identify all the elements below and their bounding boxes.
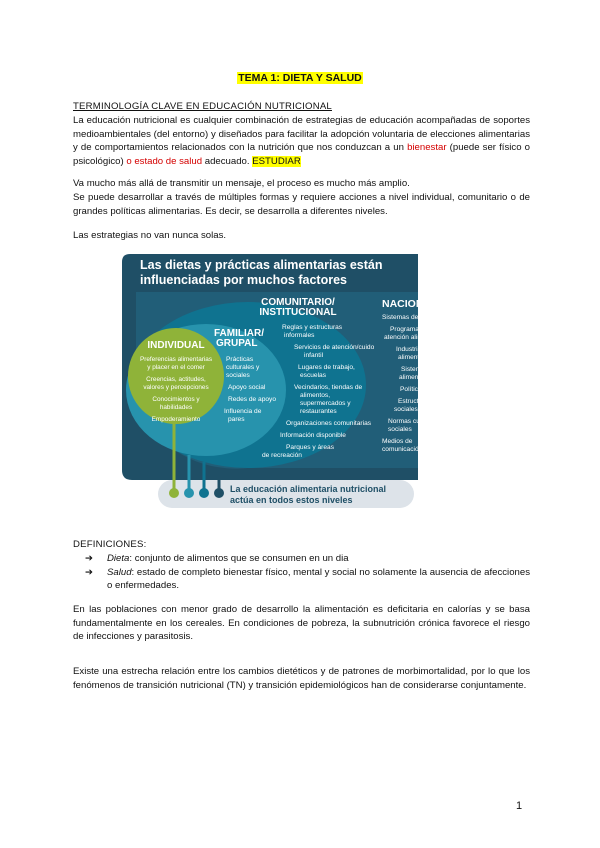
comunitario-item: Información disponible xyxy=(280,432,346,439)
comunitario-item: Parques y áreas xyxy=(286,444,335,451)
familiar-item: sociales xyxy=(226,372,250,379)
comunitario-title-1: COMUNITARIO/ xyxy=(261,297,335,308)
nacional-item: atención alimentaria xyxy=(384,334,444,341)
study-highlight: ESTUDIAR xyxy=(252,155,301,167)
comunitario-item: Lugares de trabajo, xyxy=(298,364,355,371)
comunitario-item: informales xyxy=(284,332,315,339)
comunitario-item: Servicios de atención/cuido xyxy=(294,344,375,351)
nacional-item: comunicación xyxy=(382,446,423,453)
page-number: 1 xyxy=(516,800,523,812)
definition-salud: ➔ Salud: estado de completo bienestar físico, mental y social no solamente la ausencia de afecciones o enfermedades. xyxy=(85,566,530,592)
comunitario-item: Organizaciones comunitarias xyxy=(286,420,372,427)
paragraph-5: En las poblaciones con menor grado de desarrollo la alimentación es deficitaria en calorías y se basa fundamentalmente en los cereales. En condiciones de pobreza, la subnutrición crónica favorece el riesgo de infecciones y parasitosis. xyxy=(73,604,530,643)
comunitario-title-2: INSTITUCIONAL xyxy=(259,307,337,318)
individual-item: y placer en el comer xyxy=(147,364,205,371)
comunitario-item: Reglas y estructuras xyxy=(282,324,343,331)
nacional-item: Normas culturales y xyxy=(388,418,447,425)
arrow-icon: ➔ xyxy=(85,566,94,578)
comunitario-item: restaurantes xyxy=(300,408,337,415)
nacional-item: alimentos xyxy=(398,354,427,361)
familiar-title-1: FAMILIAR/ xyxy=(214,328,264,339)
individual-item: habilidades xyxy=(159,404,193,411)
nacional-item: sociales xyxy=(388,426,412,433)
familiar-item: Prácticas xyxy=(226,356,254,363)
footer-line-1: La educación alimentaria nutricional xyxy=(230,484,387,494)
familiar-item: culturales y xyxy=(226,364,260,371)
individual-item: Empoderamiento xyxy=(151,416,201,423)
familiar-item: Influencia de xyxy=(224,408,262,415)
footer-line-2: actúa en todos estos niveles xyxy=(230,495,353,505)
definitions-heading: DEFINICIONES: xyxy=(73,539,147,550)
paragraph-3: Se puede desarrollar a través de múltiples formas y requiere acciones a nivel individual, comunitario o de grandes políticas alimentarias. Es decir, se desarrolla a diferentes niveles. xyxy=(73,192,530,217)
definition-dieta: ➔ Dieta: conjunto de alimentos que se consumen en un dia xyxy=(85,553,349,564)
nacional-title: NACIONAL xyxy=(382,298,438,310)
nacional-item: alimentarios xyxy=(399,374,435,381)
nacional-item: Sistemas de salud xyxy=(382,314,436,321)
terminology-heading: TERMINOLOGÍA CLAVE EN EDUCACIÓN NUTRICIONAL xyxy=(73,101,332,112)
familiar-item: Apoyo social xyxy=(228,384,266,391)
nacional-item: Medios de xyxy=(382,438,413,445)
nacional-item: Sistemas xyxy=(401,366,429,373)
definitions-list xyxy=(73,552,530,593)
individual-item: Preferencias alimentarias xyxy=(139,356,213,363)
pin-dot-3 xyxy=(199,488,209,498)
nacional-item: Estructuras xyxy=(398,398,432,405)
intro-paragraph: La educación nutricional es cualquier combinación de estrategias de educación acompañadas de soportes medioambientales (del entorno) y diseñados para facilitar la adopción voluntaria de elecciones alimentarias y de comportamientos relacionados con la nutrición que nos conduzcan a un bienestar (puede ser físico o psicológico) o estado de salud adecuado. ESTUDIAR xyxy=(73,115,530,167)
familiar-item: Redes de apoyo xyxy=(228,396,277,403)
comunitario-item: supermercados y xyxy=(300,400,351,407)
page-title: TEMA 1: DIETA Y SALUD xyxy=(238,72,362,84)
comunitario-item: Vecindarios, tiendas de xyxy=(294,384,363,391)
pin-dot-1 xyxy=(169,488,179,498)
pin-dot-4 xyxy=(214,488,224,498)
nacional-item: Industria de xyxy=(396,346,431,353)
comunitario-item: de recreación xyxy=(262,452,302,459)
nacional-item: sociales y políticas xyxy=(394,406,449,413)
nacional-item: Políticas xyxy=(400,386,425,393)
pin-dot-2 xyxy=(184,488,194,498)
individual-item: valores y percepciones xyxy=(143,384,209,391)
paragraph-4: Las estrategias no van nunca solas. xyxy=(73,230,227,241)
individual-item: Conocimientos y xyxy=(152,396,200,403)
paragraph-6: Existe una estrecha relación entre los cambios dietéticos y de patrones de morbimortalidad, por lo que los fenómenos de transición nutricional (TN) y transición epidemiológicos han de considerarse conjuntamente. xyxy=(73,666,530,691)
comunitario-item: escuelas xyxy=(300,372,327,379)
nacional-item: Programas de xyxy=(390,326,432,333)
individual-title: INDIVIDUAL xyxy=(147,340,205,351)
individual-item: Creencias, actitudes, xyxy=(146,376,206,383)
comunitario-item: alimentos, xyxy=(300,392,331,399)
diagram-header-line-2: influenciadas por muchos factores xyxy=(140,273,347,287)
nutrition-factors-diagram xyxy=(118,250,449,512)
bienestar-term: bienestar xyxy=(407,142,447,154)
diagram-header-line-1: Las dietas y prácticas alimentarias están xyxy=(140,258,383,272)
arrow-icon: ➔ xyxy=(85,553,94,564)
comunitario-item: infantil xyxy=(304,352,324,359)
estado-salud-term: o estado de salud xyxy=(126,155,203,167)
familiar-item: pares xyxy=(228,416,245,423)
paragraph-2: Va mucho más allá de transmitir un mensaje, el proceso es mucho más amplio. xyxy=(73,178,410,189)
familiar-title-2: GRUPAL xyxy=(216,338,258,349)
